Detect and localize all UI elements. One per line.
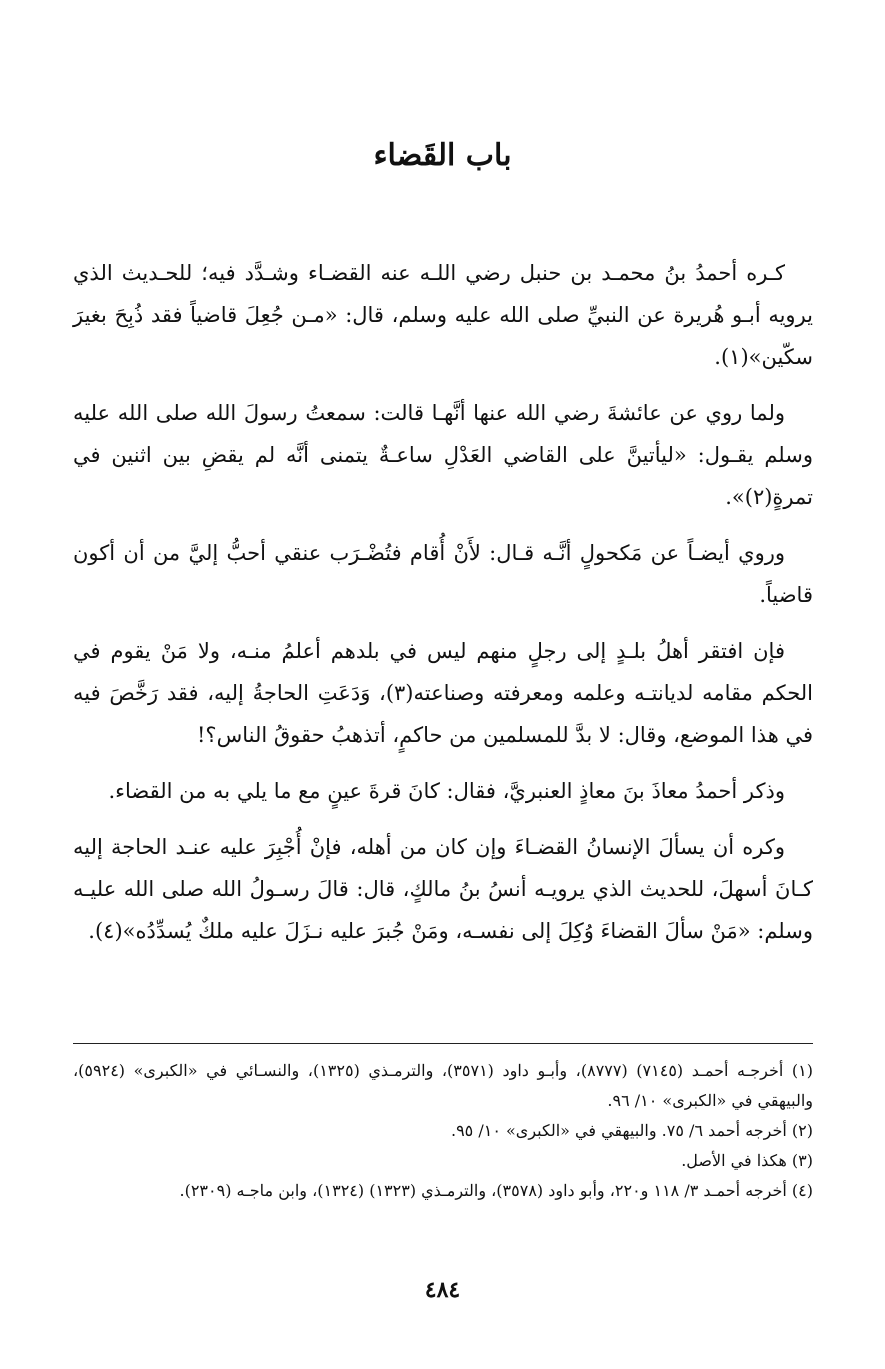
main-text <box>73 252 813 966</box>
chapter-title: باب القَضاء <box>373 138 512 173</box>
paragraph: وروي أيضـاً عن مَكحولٍ أنَّـه قـال: لأَنْ أُقام فتُضْـرَب عنقي أحبُّ إليَّ من أن أكون قاضياً. <box>73 541 813 607</box>
paragraph: ولما روي عن عائشةَ رضي الله عنها أنَّهـا قالت: سمعتُ رسولَ الله صلى الله عليه وسلم يقـول: «ليأتينَّ على القاضي العَدْلِ ساعـةٌ يتمنى أنَّه لم يقضِ بين اثنين في تمرةٍ(٢)». <box>73 401 813 509</box>
paragraph: كـره أحمدُ بنُ محمـد بن حنبل رضي اللـه عنه القضـاء وشـدَّد فيه؛ للحـديث الذي يرويه أبـو هُريرة عن النبيِّ صلى الله عليه وسلم، قال: «مـن جُعِلَ قاضياً فقد ذُبِحَ بغيرَ سكّين»(١). <box>73 261 813 369</box>
footnote-divider <box>73 1043 813 1044</box>
paragraph: فإن افتقر أهلُ بلـدٍ إلى رجلٍ منهم ليس في بلدهم أعلمُ منـه، ولا مَنْ يقوم في الحكم مقامه لديانتـه وعلمه ومعرفته وصناعته(٣)، وَدَعَتِ الحاجةُ إليه، فقد رَخَّصَ فيه في هذا الموضع، وقال: لا بدَّ للمسلمين من حاكمٍ، أتذهبُ حقوقُ الناس؟! <box>73 639 813 747</box>
paragraph: وكره أن يسألَ الإنسانُ القضـاءَ وإن كان من أهله، فإنْ أُجْبِرَ عليه عنـد الحاجة إليه كـانَ أسهلَ، للحديث الذي يرويـه أنسُ بنُ مالكٍ، قال: قالَ رسـولُ الله صلى الله عليـه وسلم: «مَنْ سألَ القضاءَ وُكِلَ إلى نفسـه، ومَنْ جُبرَ عليه نـزَلَ عليه ملكٌ يُسدِّدُه»(٤). <box>73 835 813 943</box>
page-number: ٤٨٤ <box>424 1277 461 1303</box>
footnote: (٤) أخرجه أحمـد ٣/ ١١٨ و٢٢٠، وأبو داود (٣٥٧٨)، والترمـذي (١٣٢٣) (١٣٢٤)، وابن ماجـه (٢٣٠٩). <box>179 1181 813 1200</box>
footnote: (١) أخرجـه أحمـد (٧١٤٥) (٨٧٧٧)، وأبـو داود (٣٥٧١)، والترمـذي (١٣٢٥)، والنسـائي في «الكبرى» (٥٩٢٤)، والبيهقي في «الكبرى» ١٠/ ٩٦. <box>73 1061 814 1110</box>
footnote: (٢) أخرجه أحمد ٦/ ٧٥. والبيهقي في «الكبرى» ١٠/ ٩٥. <box>450 1121 813 1140</box>
footnote: (٣) هكذا في الأصل. <box>681 1151 813 1170</box>
footnotes <box>73 1056 813 1206</box>
paragraph: وذكر أحمدُ معاذَ بنَ معاذٍ العنبريَّ، فقال: كانَ قرةَ عينٍ مع ما يلي به من القضاء. <box>108 779 785 803</box>
